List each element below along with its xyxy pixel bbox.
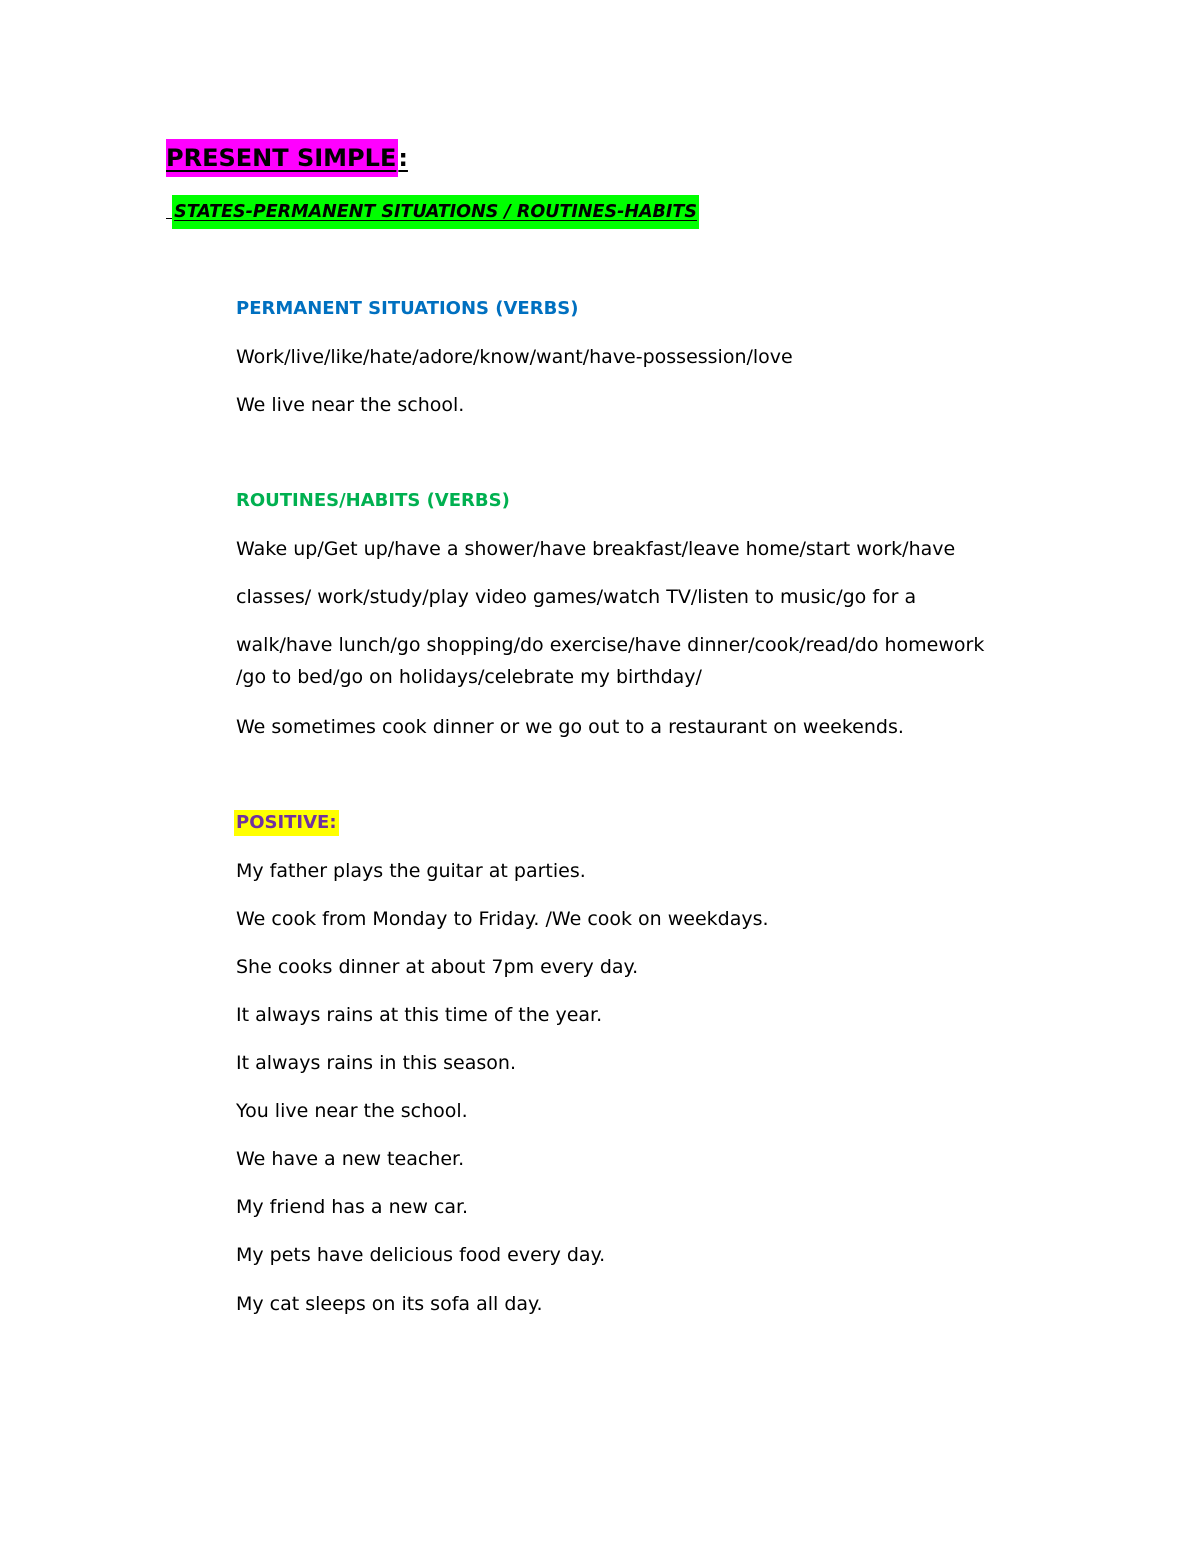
subtitle-highlight: STATES-PERMANENT SITUATIONS / ROUTINES-HABITS bbox=[172, 195, 699, 229]
positive-sentence: We have a new teacher. bbox=[236, 1148, 465, 1170]
positive-sentence: It always rains in this season. bbox=[236, 1052, 516, 1074]
positive-sentence: We cook from Monday to Friday. /We cook on weekdays. bbox=[236, 908, 769, 930]
title-highlight: PRESENT SIMPLE bbox=[166, 139, 398, 177]
positive-sentence: My cat sleeps on its sofa all day. bbox=[236, 1293, 543, 1315]
positive-sentence: My father plays the guitar at parties. bbox=[236, 860, 586, 882]
positive-sentence: It always rains at this time of the year. bbox=[236, 1004, 603, 1026]
routines-line: Wake up/Get up/have a shower/have breakfast/leave home/start work/have bbox=[236, 538, 956, 560]
section-subtitle bbox=[166, 195, 699, 229]
permanent-verbs: Work/live/like/hate/adore/know/want/have-possession/love bbox=[236, 346, 793, 368]
title-colon: : bbox=[398, 144, 408, 172]
routines-heading: ROUTINES/HABITS (VERBS) bbox=[236, 490, 510, 511]
routines-line: classes/ work/study/play video games/watch TV/listen to music/go for a bbox=[236, 586, 917, 608]
permanent-heading: PERMANENT SITUATIONS (VERBS) bbox=[236, 298, 579, 319]
permanent-example: We live near the school. bbox=[236, 394, 465, 416]
page-title bbox=[166, 139, 408, 177]
positive-sentence: You live near the school. bbox=[236, 1100, 468, 1122]
routines-line: /go to bed/go on holidays/celebrate my birthday/ bbox=[236, 666, 702, 688]
positive-label: POSITIVE: bbox=[234, 810, 339, 836]
positive-sentence: My friend has a new car. bbox=[236, 1196, 469, 1218]
positive-sentence: My pets have delicious food every day. bbox=[236, 1244, 606, 1266]
routines-line: walk/have lunch/go shopping/do exercise/have dinner/cook/read/do homework bbox=[236, 634, 985, 656]
positive-sentence: She cooks dinner at about 7pm every day. bbox=[236, 956, 639, 978]
routines-example: We sometimes cook dinner or we go out to a restaurant on weekends. bbox=[236, 716, 904, 738]
positive-heading bbox=[234, 810, 339, 836]
